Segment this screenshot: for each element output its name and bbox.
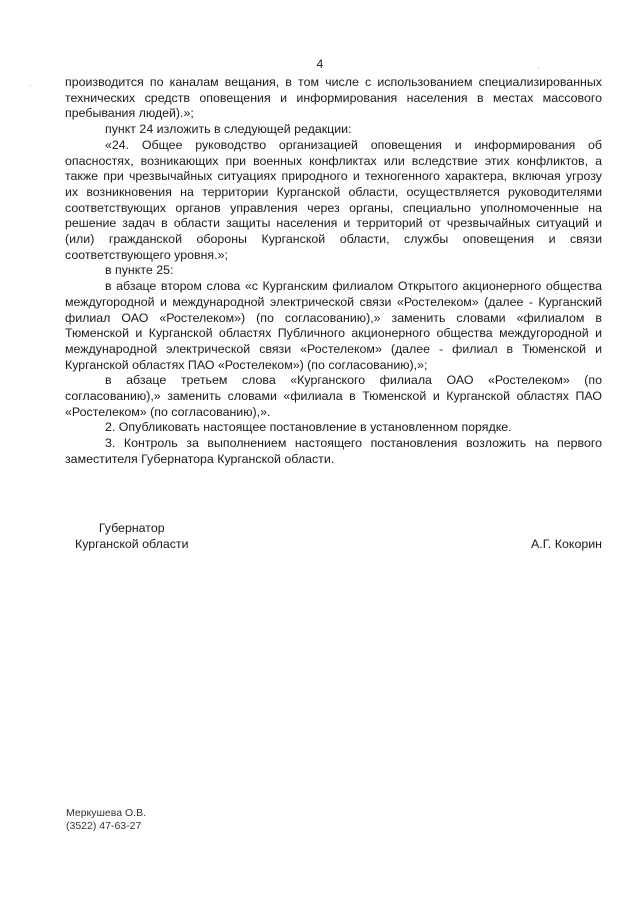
executor-footer [66, 807, 146, 833]
scan-speck [538, 68, 539, 69]
scan-speck [30, 85, 31, 86]
paragraph-control: 3. Контроль за выполнением настоящего постановления возложить на первого заместителя Губернатора Курганской области. [65, 436, 602, 466]
executor-name: Меркушева О.В. [66, 807, 146, 819]
paragraph-item-24-intro: пункт 24 изложить в следующей редакции: [105, 122, 352, 137]
paragraph-item-25-second: в абзаце втором слова «с Курганским филиалом Открытого акционерного общества междугородной и международной электрической связи «Ростелеком» (далее - Курганский филиал ОАО «Ростелеком») (по согласованию),» заменить словами «филиалом в Тюменской и Курганской областях Публичного акционерного общества междугородной и международной электрической связи «Ростелеком» (далее - филиал в Тюменской и Курганской областях ПАО «Ростелеком») (по согласованию),»; [65, 279, 602, 372]
signatory-title-line2: Курганской области [75, 537, 189, 551]
signatory-name: А.Г. Кокорин [530, 537, 602, 551]
executor-phone: (3522) 47-63-27 [66, 820, 142, 832]
document-body [65, 75, 602, 468]
signatory-title [75, 520, 189, 552]
paragraph-publish: 2. Опубликовать настоящее постановление в установленном порядке. [105, 420, 512, 435]
page-number: 4 [316, 57, 324, 71]
paragraph-item-25-intro: в пункте 25: [105, 263, 174, 278]
signatory-title-line1: Губернатор [98, 521, 165, 535]
paragraph-item-24-text: «24. Общее руководство организацией оповещения и информирования об опасностях, возникающих при военных конфликтах или вследствие этих конфликтов, а также при чрезвычайных ситуациях природного и техногенного характера, включая угрозу их возникновения на территории Курганской области, осуществляется руководителями соответствующих органов управления через органы, специально уполномоченные на решение задач в области защиты населения и территорий от чрезвычайных ситуаций и (или) гражданской обороны Курганской области, службы оповещения и связи соответствующего уровня.»; [65, 137, 602, 262]
paragraph-item-25-third: в абзаце третьем слова «Курганского филиала ОАО «Ростелеком» (по согласованию),» заменить словами «филиала в Тюменской и Курганской областях ПАО «Ростелеком» (по согласованию),». [65, 373, 602, 419]
paragraph-continuation: производится по каналам вещания, в том числе с использованием специализированных технических средств оповещения и информирования населения в местах массового пребывания людей).»; [65, 75, 602, 121]
